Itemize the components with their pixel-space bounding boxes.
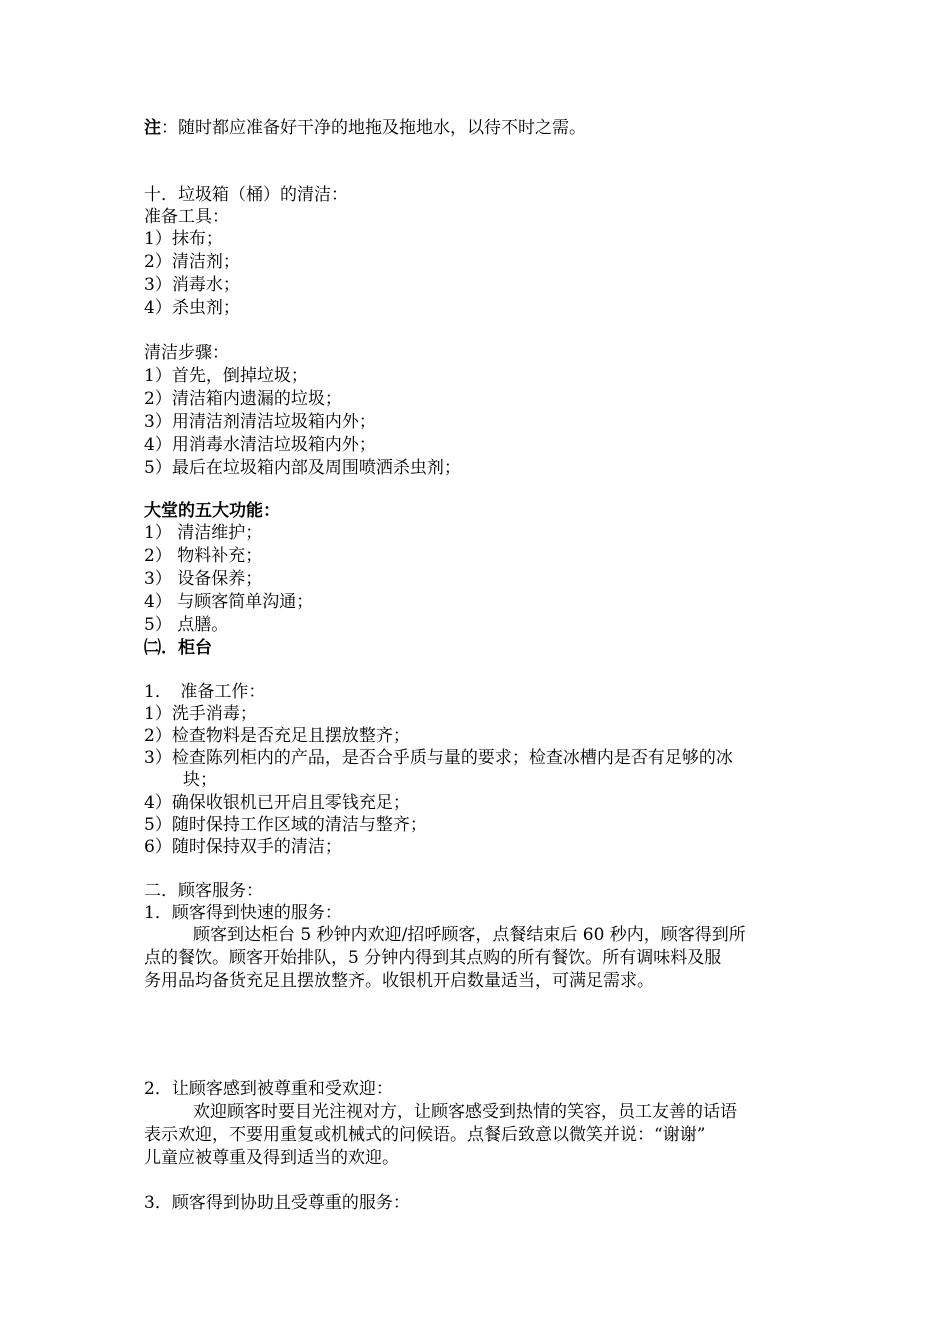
lobby-title: 大堂的五大功能： bbox=[144, 501, 280, 521]
list-item-continuation: 块； bbox=[183, 770, 217, 790]
list-item: 2）清洁剂； bbox=[144, 252, 240, 272]
list-item: 1）首先，倒掉垃圾； bbox=[144, 366, 308, 386]
list-item: 4）用消毒水清洁垃圾箱内外； bbox=[144, 435, 376, 455]
list-item: 4）确保收银机已开启且零钱充足； bbox=[144, 793, 410, 813]
counter-prep-title: 1． 准备工作： bbox=[144, 682, 266, 702]
trash-section-title: 十．垃圾箱（桶）的清洁： bbox=[144, 185, 348, 205]
list-item: 2）检查物料是否充足且摆放整齐； bbox=[144, 726, 410, 746]
service-title: 二．顾客服务： bbox=[144, 881, 263, 901]
paragraph-line: 欢迎顾客时要目光注视对方，让顾客感受到热情的笑容，员工友善的话语 bbox=[193, 1102, 737, 1122]
service-subtitle-3: 3．顾客得到协助且受尊重的服务： bbox=[144, 1193, 410, 1213]
paragraph-line: 顾客到达柜台 5 秒钟内欢迎/招呼顾客，点餐结束后 60 秒内，顾客得到所 bbox=[193, 925, 746, 945]
counter-title: ㈡．柜台 bbox=[144, 638, 212, 658]
trash-tools-title: 准备工具： bbox=[144, 207, 229, 227]
list-item: 5） 点膳。 bbox=[144, 615, 229, 635]
list-item: 5）最后在垃圾箱内部及周围喷洒杀虫剂； bbox=[144, 458, 461, 478]
list-item: 2） 物料补充； bbox=[144, 546, 263, 566]
paragraph-line: 儿童应被尊重及得到适当的欢迎。 bbox=[144, 1148, 399, 1168]
list-item: 3）消毒水； bbox=[144, 275, 240, 295]
note-text: ：随时都应准备好干净的地拖及拖地水，以待不时之需。 bbox=[161, 118, 586, 138]
list-item: 1）洗手消毒； bbox=[144, 704, 257, 724]
service-subtitle-2: 2．让顾客感到被尊重和受欢迎： bbox=[144, 1079, 393, 1099]
note-line bbox=[144, 117, 586, 139]
service-subtitle-1: 1．顾客得到快速的服务： bbox=[144, 903, 342, 923]
list-item: 2）清洁箱内遗漏的垃圾； bbox=[144, 389, 342, 409]
list-item: 3）用清洁剂清洁垃圾箱内外； bbox=[144, 412, 376, 432]
list-item: 1）抹布； bbox=[144, 229, 223, 249]
list-item: 3）检查陈列柜内的产品，是否合乎质与量的要求；检查冰槽内是否有足够的冰 bbox=[144, 748, 733, 768]
list-item: 1） 清洁维护； bbox=[144, 523, 263, 543]
paragraph-line: 务用品均备货充足且摆放整齐。收银机开启数量适当，可满足需求。 bbox=[144, 971, 654, 991]
paragraph-line: 点的餐饮。顾客开始排队，5 分钟内得到其点购的所有餐饮。所有调味料及服 bbox=[144, 948, 722, 968]
list-item: 4）杀虫剂； bbox=[144, 298, 240, 318]
list-item: 6）随时保持双手的清洁； bbox=[144, 837, 342, 857]
list-item: 4） 与顾客简单沟通； bbox=[144, 592, 314, 612]
note-label: 注 bbox=[144, 118, 161, 138]
trash-steps-title: 清洁步骤： bbox=[144, 343, 229, 363]
list-item: 5）随时保持工作区域的清洁与整齐； bbox=[144, 815, 427, 835]
paragraph-line: 表示欢迎，不要用重复或机械式的问候语。点餐后致意以微笑并说：“谢谢” bbox=[144, 1125, 706, 1145]
list-item: 3） 设备保养； bbox=[144, 569, 263, 589]
